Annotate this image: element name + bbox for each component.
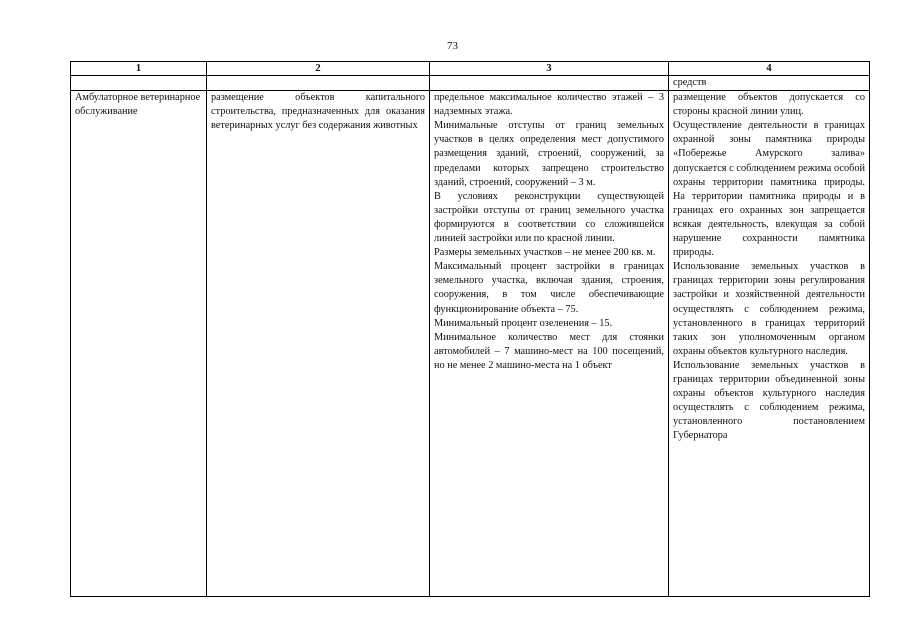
column-header-3: 3: [430, 62, 669, 76]
page-number: 73: [447, 40, 458, 52]
continuation-row: [71, 76, 870, 91]
parameter-paragraph: Минимальное количество мест для стоянки автомобилей – 7 машино-мест на 100 посещений, но не менее 2 машино-места на 1 объект: [434, 331, 664, 371]
restriction-paragraph: Осуществление деятельности в границах охранной зоны памятника природы «Побережье Амурского залива» допускается с соблюдением режима особой охраны территории памятника природы. На территории памятника природы и в границах его охранных зон запрещается всякая деятельность, влекущая за собой нарушение сохранности памятника природы.: [673, 120, 865, 259]
continuation-cell-3: [430, 76, 669, 91]
continuation-cell-4: средств: [669, 76, 870, 91]
restriction-paragraph: Использование земельных участков в границах территории объединенной зоны охраны объектов культурного наследия осуществлять с соблюдением режима, установленного постановлением Губернатора: [673, 359, 865, 442]
parameter-paragraph: В условиях реконструкции существующей застройки отступы от границ земельного участка формируются в соответствии со сложившейся линией застройки или по красной линии.: [434, 190, 664, 245]
table-row: [71, 91, 870, 597]
column-header-2: 2: [207, 62, 430, 76]
column-header-4: 4: [669, 62, 870, 76]
column-header-1: 1: [71, 62, 207, 76]
parameter-paragraph: Размеры земельных участков – не менее 200 кв. м.: [434, 247, 656, 259]
parameter-paragraph: Минимальные отступы от границ земельных участков в целях определения мест допустимого размещения зданий, строений, сооружений, за пределами которых запрещено строительство зданий, строений, сооружений – 3 м.: [434, 120, 664, 188]
restriction-paragraph: размещение объектов допускается со стороны красной линии улиц.: [673, 92, 865, 118]
cell-restrictions: [669, 91, 870, 597]
document-table: [70, 61, 870, 597]
cell-use-type: Амбулаторное ветеринарное обслуживание: [71, 91, 207, 597]
parameter-paragraph: предельное максимальное количество этажей – 3 надземных этажа.: [434, 92, 664, 118]
cell-description: размещение объектов капитального строительства, предназначенных для оказания ветеринарных услуг без содержания животных: [207, 91, 430, 597]
table-header-row: [71, 62, 870, 76]
parameter-paragraph: Максимальный процент застройки в границах земельного участка, включая здания, строения, сооружения, в том числе обеспечивающие функционирование объекта – 75.: [434, 261, 664, 315]
cell-parameters: [430, 91, 669, 597]
restriction-paragraph: Использование земельных участков в границах территории зоны регулирования застройки и хозяйственной деятельности осуществлять с соблюдением режима, установленного в границах территорий таких зон уполномоченным органом охраны объектов культурного наследия.: [673, 261, 865, 357]
parameter-paragraph: Минимальный процент озеленения – 15.: [434, 317, 613, 329]
continuation-cell-2: [207, 76, 430, 91]
continuation-cell-1: [71, 76, 207, 91]
